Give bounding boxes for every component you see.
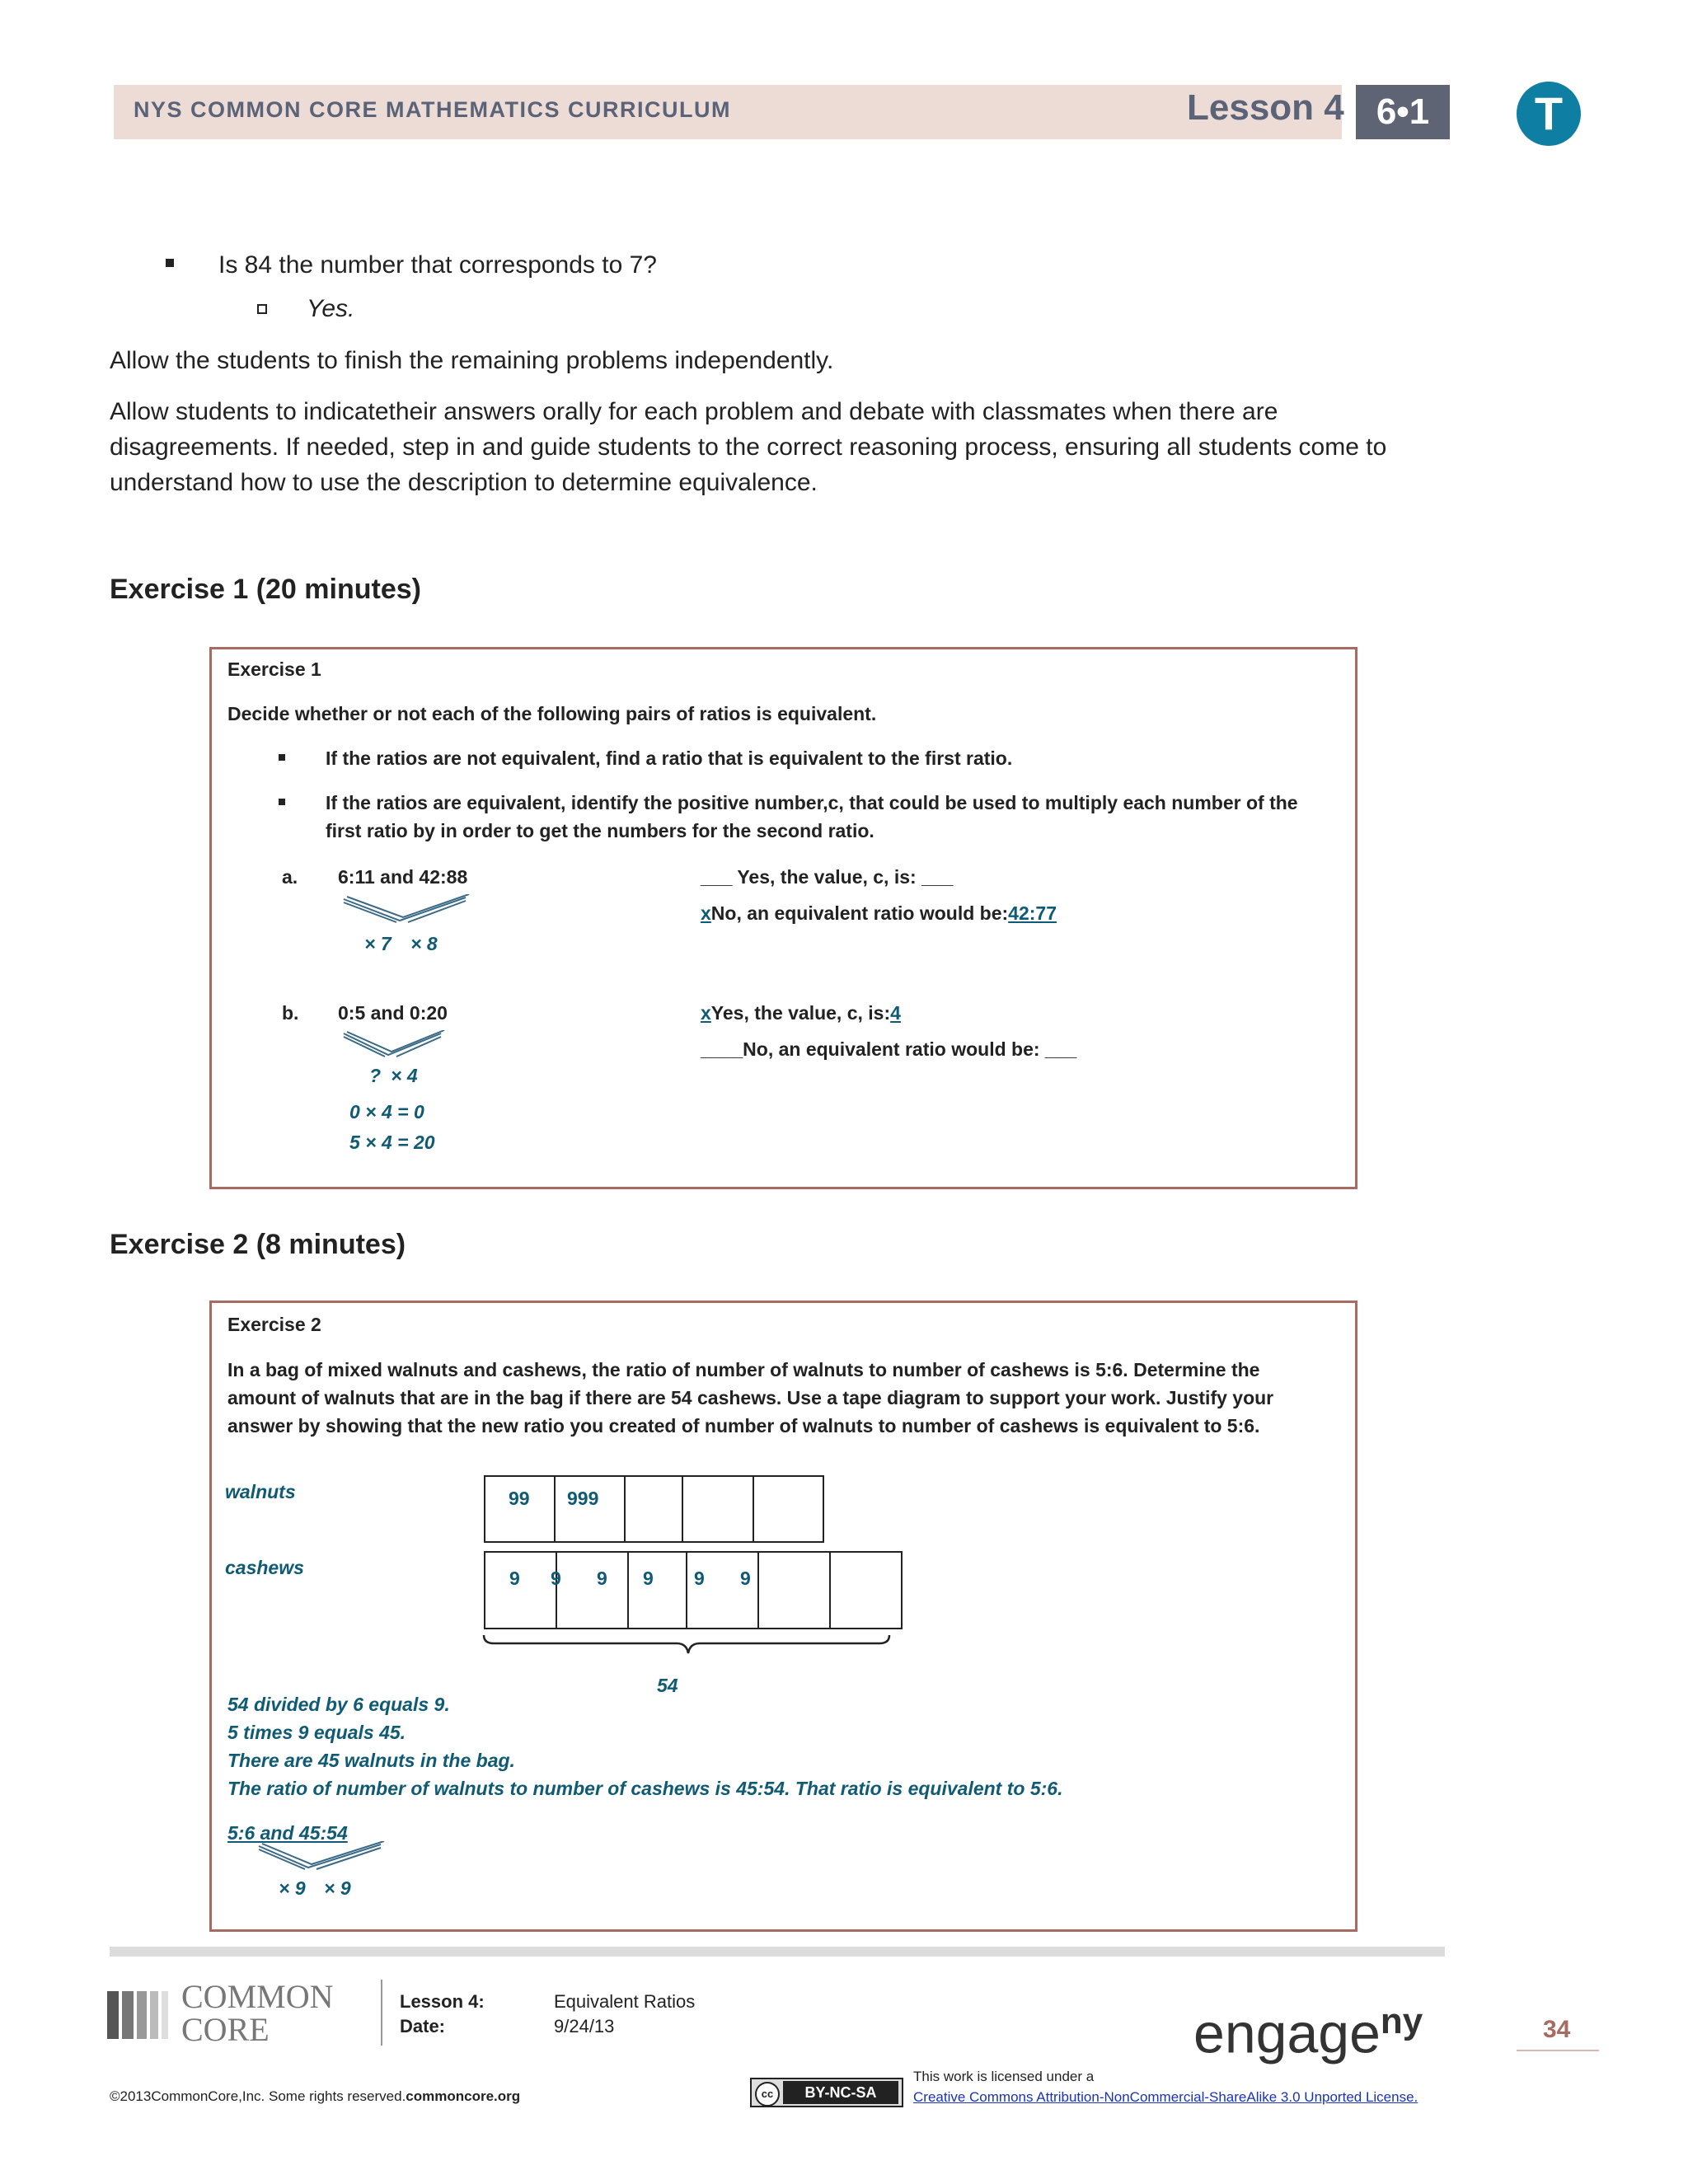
brace-total: 54 [657, 1675, 678, 1696]
intro-sub-bullet: Yes. [307, 295, 355, 322]
work-line: 5 times 9 equals 45. [227, 1722, 406, 1743]
part-a-mult-left: × 7 [364, 933, 392, 954]
cashew-cell-value: 9 [597, 1568, 607, 1589]
teacher-badge-icon: T [1517, 82, 1581, 146]
common-core-logo-line2: CORE [181, 2011, 270, 2048]
cashew-brace [482, 1633, 894, 1658]
cashew-cell-value: 9 [551, 1568, 561, 1589]
exercise2-prompt-line2: amount of walnuts that are in the bag if there are 54 cashews. Use a tape diagram to support your work. Justify your [227, 1387, 1274, 1408]
part-a-no-line [701, 899, 1057, 927]
license-line1: This work is licensed under a [913, 2069, 1095, 2084]
engageny-logo [1193, 1993, 1423, 2063]
footer-date-label: Date: [400, 2016, 446, 2036]
engageny-brand: engage [1193, 2002, 1381, 2065]
bullet-square-icon [166, 259, 174, 267]
part-b-mult-left: ? [369, 1065, 382, 1086]
part-b-yes-answer: 4 [890, 1002, 901, 1024]
exercise1-bullet2-line2: first ratio by in order to get the numbers for the second ratio. [326, 820, 874, 841]
cashew-tape-cell [829, 1551, 903, 1629]
exercise2-heading: Exercise 2 (8 minutes) [110, 1229, 406, 1260]
part-b-arrows [342, 1030, 449, 1060]
cashew-tape-cell [556, 1551, 629, 1629]
bullet-square-icon [279, 754, 285, 761]
part-a-no-mark: x [701, 902, 711, 924]
footer-rule [110, 1947, 1445, 1957]
work-line: There are 45 walnuts in the bag. [227, 1750, 515, 1771]
intro-para2-line1: Allow students to indicatetheir answers orally for each problem and debate with classmates when there are [110, 398, 1278, 425]
work-line: The ratio of number of walnuts to number of cashews is 45:54. That ratio is equivalent to 5:6. [227, 1778, 1063, 1799]
part-a-yes-line: ___ Yes, the value, c, is: ___ [701, 866, 954, 888]
exercise1-instruction: Decide whether or not each of the following pairs of ratios is equivalent. [227, 703, 877, 724]
part-b-no-line: ____No, an equivalent ratio would be: ___ [701, 1038, 1077, 1060]
part-b-work1: 0 × 4 = 0 [349, 1101, 424, 1122]
cashew-cell-value: 9 [509, 1568, 520, 1589]
walnut-tape-cell [682, 1475, 756, 1543]
walnut-cell-value: 999 [567, 1488, 599, 1509]
copyright-prefix: ©2013CommonCore,Inc. Some rights reserved. [110, 2088, 406, 2104]
intro-para2-line2: disagreements. If needed, step in and guide students to the correct reasoning process, ensuring all students come to [110, 434, 1387, 461]
grade-module-badge: 6•1 [1356, 85, 1450, 139]
cc-badge-text: BY-NC-SA [783, 2081, 898, 2104]
footer-date-value: 9/24/13 [554, 2016, 615, 2036]
part-b-yes-text: Yes, the value, c, is: [710, 1002, 891, 1024]
walnut-cell-value: 99 [509, 1488, 530, 1509]
license-link[interactable]: Creative Commons Attribution-NonCommercial-ShareAlike 3.0 Unported License. [913, 2089, 1418, 2105]
part-a-pair: 6:11 and 42:88 [338, 866, 468, 888]
bullet-square-icon [279, 799, 285, 805]
intro-para1: Allow the students to finish the remaining problems independently. [110, 347, 834, 374]
footer-lesson-value: Equivalent Ratios [554, 1991, 696, 2012]
footer-lesson-label: Lesson 4: [400, 1991, 485, 2012]
cashew-tape-cell [686, 1551, 759, 1629]
part-b-yes-line [701, 999, 901, 1027]
cashew-cell-value: 9 [740, 1568, 751, 1589]
intro-bullet: Is 84 the number that corresponds to 7? [218, 251, 657, 279]
exercise2-mult-left: × 9 [279, 1877, 306, 1899]
curriculum-title: NYS COMMON CORE MATHEMATICS CURRICULUM [134, 97, 731, 122]
footer-divider [381, 1980, 382, 2046]
page-number: 34 [1543, 2016, 1571, 2043]
exercise1-box-title: Exercise 1 [227, 658, 321, 680]
part-b-pair: 0:5 and 0:20 [338, 1002, 448, 1024]
part-b-mult-right: × 4 [391, 1065, 418, 1086]
exercise2-mult-right: × 9 [324, 1877, 351, 1899]
cashew-tape-cell [484, 1551, 557, 1629]
engageny-brand-sup: ny [1380, 2001, 1423, 2041]
part-a-arrows [342, 894, 474, 927]
part-b-yes-mark: x [701, 1002, 711, 1024]
page-number-rule [1517, 2050, 1599, 2051]
common-core-logo-icon [107, 1986, 171, 2044]
walnut-tape-cell [753, 1475, 824, 1543]
exercise2-prompt-line1: In a bag of mixed walnuts and cashews, the ratio of number of walnuts to number of cashews is 5:6. Determine the [227, 1359, 1260, 1380]
exercise1-bullet2-line1: If the ratios are equivalent, identify the positive number,c, that could be used to multiply each number of the [326, 792, 1298, 813]
common-core-logo-line1: COMMON [181, 1978, 334, 2015]
footer-copyright [110, 2088, 520, 2105]
exercise2-pair: 5:6 and 45:54 [227, 1822, 348, 1844]
exercise2-prompt-line3: answer by showing that the new ratio you created of number of walnuts to number of cashews is equivalent to 5:6. [227, 1415, 1260, 1436]
cashew-cell-value: 9 [643, 1568, 654, 1589]
part-a-no-answer: 42:77 [1008, 902, 1057, 924]
exercise1-heading: Exercise 1 (20 minutes) [110, 574, 421, 605]
cashews-label: cashews [225, 1557, 304, 1578]
copyright-site: commoncore.org [406, 2088, 521, 2104]
cashew-cell-value: 9 [694, 1568, 705, 1589]
bullet-open-square-icon [257, 304, 267, 314]
cc-license-badge [750, 2078, 903, 2107]
exercise2-arrows [257, 1841, 389, 1874]
cc-icon: cc [755, 2082, 780, 2107]
part-b-label: b. [282, 1002, 299, 1024]
cashew-tape-cell [757, 1551, 831, 1629]
work-line: 54 divided by 6 equals 9. [227, 1694, 450, 1715]
intro-para2-line3: understand how to use the description to determine equivalence. [110, 469, 818, 496]
part-b-work2: 5 × 4 = 20 [349, 1132, 435, 1153]
walnuts-label: walnuts [225, 1481, 296, 1502]
part-a-mult-right: × 8 [410, 933, 438, 954]
exercise1-bullet1: If the ratios are not equivalent, find a ratio that is equivalent to the first ratio. [326, 748, 1013, 769]
lesson-label: Lesson 4 [1187, 87, 1344, 128]
part-a-no-text: No, an equivalent ratio would be: [710, 902, 1009, 924]
part-a-label: a. [282, 866, 298, 888]
exercise2-box-title: Exercise 2 [227, 1314, 321, 1335]
